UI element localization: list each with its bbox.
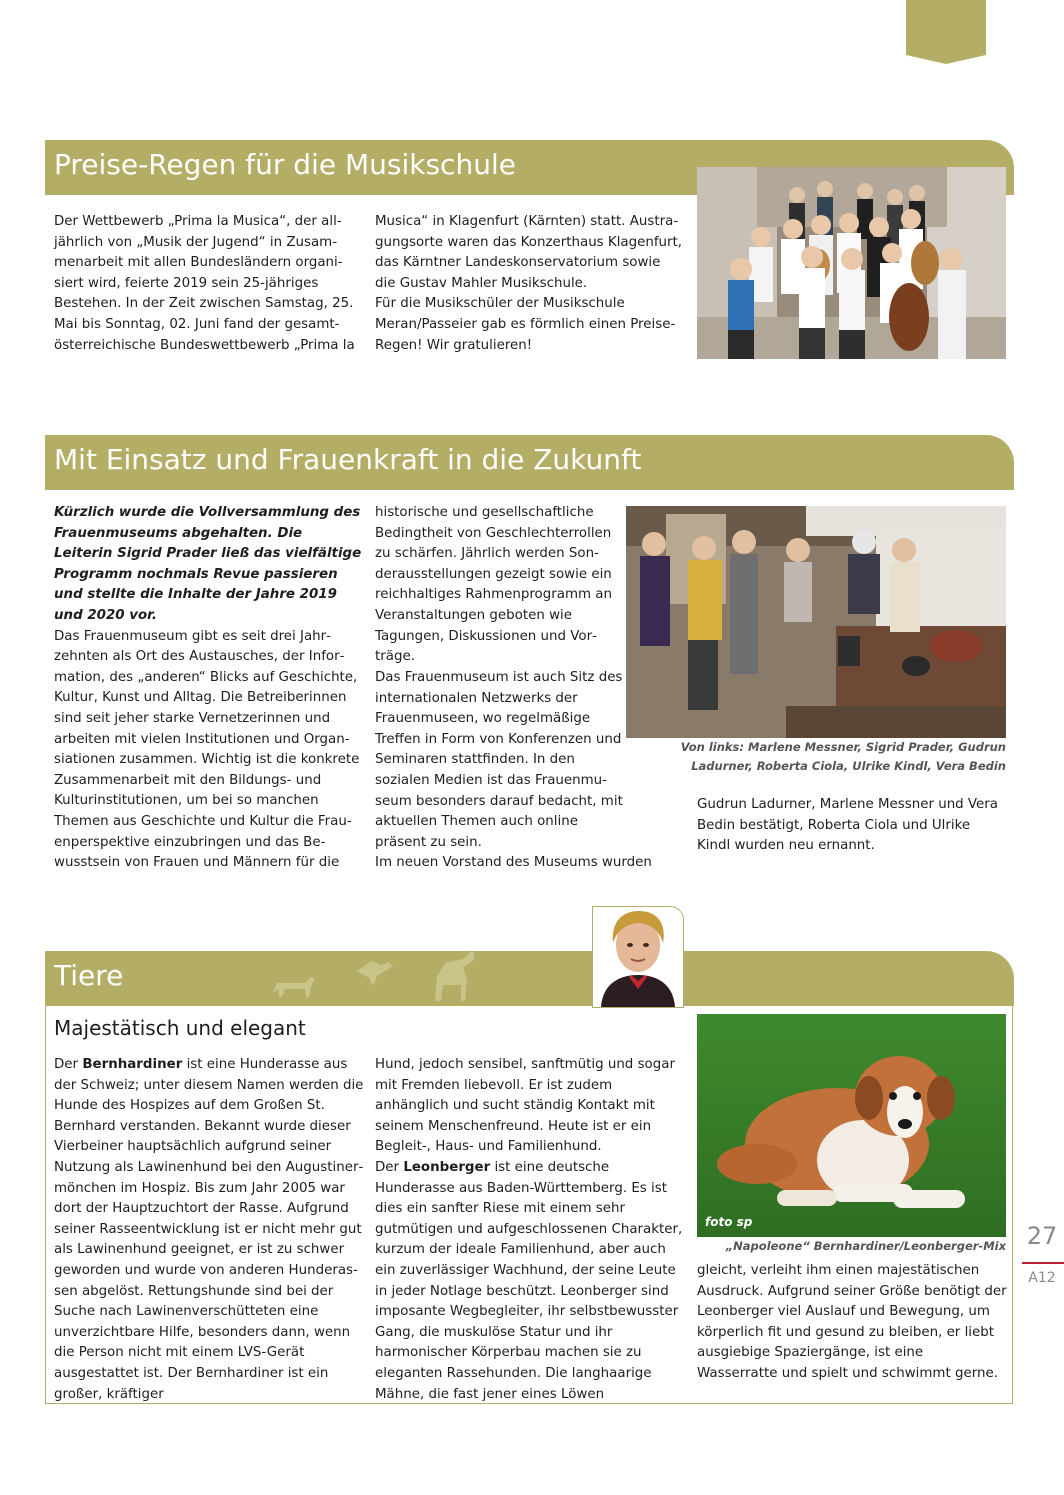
article2-column-2-top	[375, 503, 630, 668]
page-number: 27	[1026, 1222, 1058, 1250]
dog-photo-caption: „Napoleone“ Bernhardiner/Leonberger-Mix	[725, 1239, 1006, 1253]
dog-photo-art	[697, 1014, 1006, 1237]
article2-col2-p2: Das Frauenmuseum ist auch Sitz des internationalen Netzwerks der Frauenmuseen, wo regelmäßige Treffen in Form von Konferenzen und Seminaren stattfinden. In den sozialen Medien ist das Frauenmuseum besonders darauf bedacht, mit aktuellen Themen auch online präsent zu sein.	[375, 670, 623, 850]
womens-museum-group-photo	[626, 506, 1006, 738]
animal-silhouettes-icon	[265, 951, 525, 1006]
article2-column-3	[697, 795, 1007, 857]
article2-column-1	[54, 503, 364, 874]
music-school-photo-art	[697, 167, 1006, 359]
dog-photo	[697, 1014, 1006, 1237]
article3-col2-pre: Der	[375, 1159, 404, 1175]
article3-column-3	[697, 1261, 1007, 1385]
article3-column-2	[375, 1055, 685, 1405]
article3-col1-post: ist eine Hunderasse aus der Schweiz; unter diesem Namen werden die Hunde des Hospizes auf dem Großen St. Bernhard verstanden. Bekannt wurde dieser Vierbeiner hauptsächlich aufgrund seiner Nutzung als Lawinenhund bei den Augustinermönchen im Hospiz. Bis zum Jahr 2005 war dort der Hauptzuchtort der Rasse. Aufgrund seiner Rasseentwicklung ist er nicht mehr gut als Lawinenhund geeignet, er ist zu schwer geworden und wurde von anderen Hunderassen abgelöst. Rettungshunde sind bei der Suche nach Lawinenverschütteten eine unverzichtbare Hilfe, besonders dann, wenn die Person nicht mit einem LVS-Gerät ausgestattet ist. Der Bernhardiner ist ein großer, kräftiger	[54, 1057, 364, 1402]
article3-title: Tiere	[54, 959, 124, 992]
womens-museum-caption: Von links: Marlene Messner, Sigrid Prader, Gudrun Ladurner, Roberta Ciola, Ulrike Kindl, Vera Bedin	[680, 740, 1006, 773]
article2-lead: Kürzlich wurde die Vollversammlung des Frauenmuseums abgehalten. Die Leiterin Sigrid Prader ließ das vielfältige Programm nochmals Revue passieren und stellte die Inhalte der Jahre 2019 und 2020 vor.	[54, 505, 362, 623]
article1-col2-p2: Für die Musikschüler der Musikschule Meran/Passeier gab es förmlich einen Preise-Regen! Wir gratulieren!	[375, 296, 676, 353]
author-portrait-art	[593, 907, 683, 1007]
article1-column-1	[54, 212, 362, 356]
article3-col2-p2	[375, 1158, 685, 1405]
article2-title: Mit Einsatz und Frauenkraft in die Zukunft	[54, 443, 642, 476]
article3-column-1	[54, 1055, 364, 1405]
article1-col1-text: Der Wettbewerb „Prima la Musica“, der alljährlich von „Musik der Jugend“ in Zusammenarbeit mit allen Bundesländern organisiert wird, feierte 2019 sein 25-jähriges Bestehen. In der Zeit zwischen Samstag, 25. Mai bis Sonntag, 02. Juni fand der gesamtösterreichische Bundeswettbewerb „Prima la	[54, 214, 355, 353]
breed-name-bernhardiner: Bernhardiner	[82, 1057, 183, 1072]
article3-col3-text: gleicht, verleiht ihm einen majestätischen Ausdruck. Aufgrund seiner Größe benötigt der Leonberger viel Auslauf und Bewegung, um körperlich fit und gesund zu bleiben, er liebt ausgiebige Spaziergänge, ist eine Wasserratte und spielt und schwimmt gerne.	[697, 1263, 1007, 1381]
author-portrait	[592, 906, 684, 1008]
article1-title: Preise-Regen für die Musikschule	[54, 148, 516, 181]
music-school-group-photo	[697, 167, 1006, 359]
article3-col2-post: ist eine deutsche Hunderasse aus Baden-Württemberg. Es ist dies ein sanfter Riese mit einem sehr gutmütigen und aufgeschlossenen Charakter, kurzum der ideale Familienhund, aber auch ein zuverlässiger Wachhund, der seine Leute in jeder Notlage beschützt. Leonberger sind imposante Wegbegleiter, ihr selbstbewusster Gang, die muskulöse Statur und ihr harmonischer Körperbau machen sie zu eleganten Rassehunden. Die langhaarige Mähne, die fast jener eines Löwen	[375, 1159, 683, 1402]
article3-col2-p1: Hund, jedoch sensibel, sanftmütig und sogar mit Fremden liebevoll. Er ist zudem anhänglich und sucht ständig Kontakt mit seinem Menschenfreund. Heute ist er ein Begleit-, Haus- und Familienhund.	[375, 1057, 675, 1155]
dog-photo-credit: foto sp	[705, 1215, 753, 1229]
page-number-rule	[1022, 1262, 1064, 1264]
article2-col2-p3: Im neuen Vorstand des Museums wurden	[375, 855, 652, 871]
article3-col1-pre: Der	[54, 1057, 83, 1072]
womens-museum-photo-art	[626, 506, 1006, 738]
page-code: A12	[1028, 1270, 1056, 1286]
article3-banner	[45, 951, 1014, 1006]
page-tab-marker	[906, 0, 986, 64]
article2-col1-body: Das Frauenmuseum gibt es seit drei Jahrzehnten als Ort des Austausches, der Information, des „anderen“ Blicks auf Geschichte, Kultur, Kunst und Alltag. Die Betreiberinnen sind seit jeher starke Vernetzerinnen und arbeiten mit vielen Institutionen und Organsiationen zusammen. Wichtig ist die konkrete Zusammenarbeit mit den Bildungs- und Kulturinstitutionen, um bei so manchen Themen aus Geschichte und Kultur die Frauenperspektive einzubringen und das Bewusstsein von Frauen und Männern für die	[54, 628, 360, 871]
article2-banner	[45, 435, 1014, 490]
article2-col3-text: Gudrun Ladurner, Marlene Messner und Vera Bedin bestätigt, Roberta Ciola und Ulrike Kindl wurden neu ernannt.	[697, 797, 999, 854]
article1-col2-p1: Musica“ in Klagenfurt (Kärnten) statt. Austragungsorte waren das Konzerthaus Klagenfurt, das Kärntner Landeskonservatorium sowie die Gustav Mahler Musikschule.	[375, 214, 683, 291]
breed-name-leonberger: Leonberger	[403, 1159, 491, 1175]
article2-col2-p1: historische und gesellschaftliche Bedingtheit von Geschlechterrollen zu schärfen. Jährlich werden Sonderausstellungen gezeigt sowie ein reichhaltiges Rahmenprogramm an Veranstaltungen geboten wie Tagungen, Diskussionen und Vorträge.	[375, 505, 612, 665]
article3-subtitle: Majestätisch und elegant	[54, 1016, 306, 1040]
article1-column-2	[375, 212, 685, 356]
article3-col1-text	[54, 1055, 364, 1405]
